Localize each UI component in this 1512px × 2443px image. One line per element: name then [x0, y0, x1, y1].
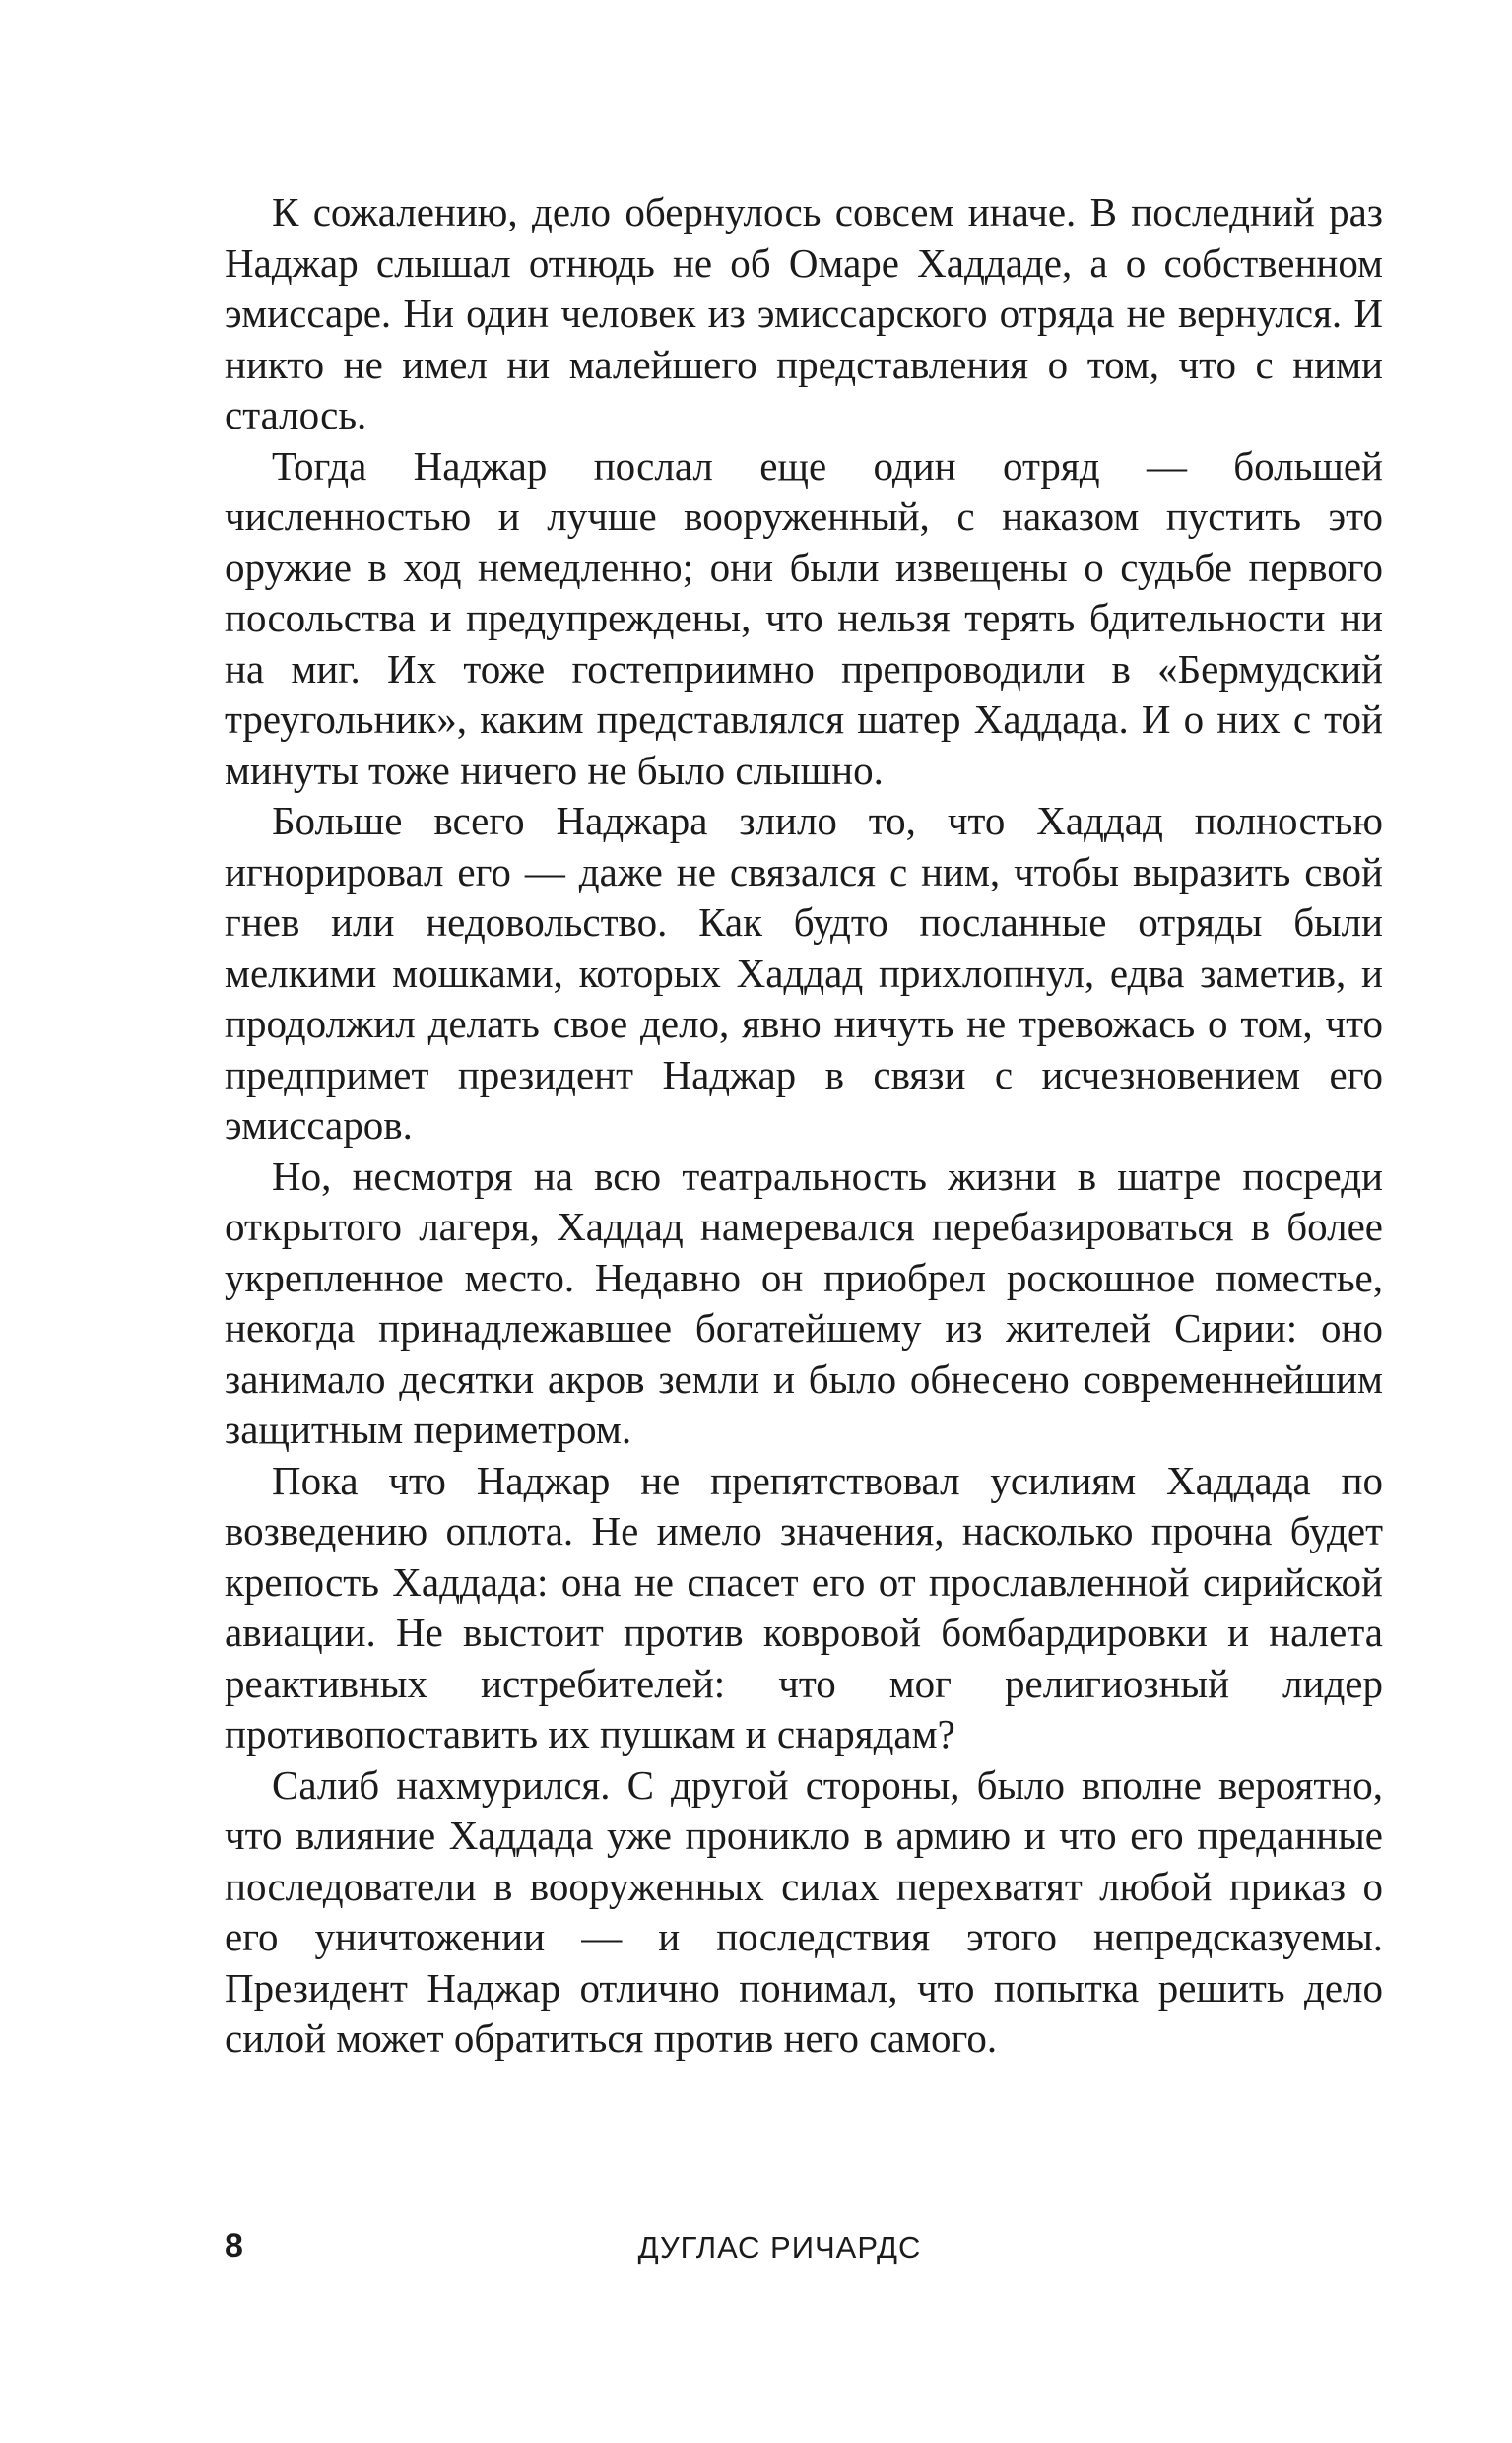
running-head-author: ДУГЛАС РИЧАРДС — [637, 2230, 922, 2265]
page-number: 8 — [225, 2227, 243, 2265]
paragraph-3: Больше всего Наджара злило то, что Хаддад полностью игнорировал его — даже не связался с ним, чтобы выразить свой гнев или недовольство. Как будто посланные отряды были мелкими мошками, которых Хаддад прихлопнул, едва заметив, и продолжил делать свое дело, явно ничуть не тревожась о том, что предпримет президент Наджар в связи с исчезновением его эмиссаров. — [225, 798, 1383, 1148]
paragraph-4: Но, несмотря на всю театральность жизни в шатре посреди открытого лагеря, Хаддад намеревался перебазироваться в более укрепленное место. Недавно он приобрел роскошное поместье, некогда принадлежавшее богатейшему из жителей Сирии: оно занимало десятки акров земли и было обнесено современнейшим защитным периметром. — [225, 1153, 1383, 1452]
paragraph-2: Тогда Наджар послал еще один отряд — большей численностью и лучше вооруженный, с наказом пустить это оружие в ход немедленно; они были извещены о судьбе первого посольства и предупреждены, что нельзя терять бдительности ни на миг. Их тоже гостеприимно препроводили в «Бермудский треугольник», каким представлялся шатер Хаддада. И о них с той минуты тоже ничего не было слышно. — [225, 442, 1383, 793]
paragraph-6: Салиб нахмурился. С другой стороны, было вполне вероятно, что влияние Хаддада уже проникло в армию и что его преданные последователи в вооруженных силах перехватят любой приказ о его уничтожении — и последствия этого непредсказуемы. Президент Наджар отлично понимал, что попытка решить дело силой может обратиться против него самого. — [225, 1761, 1383, 2061]
page-footer — [0, 2226, 1512, 2276]
paragraph-5: Пока что Наджар не препятствовал усилиям Хаддада по возведению оплота. Не имело значения, насколько прочна будет крепость Хаддада: она не спасет его от прославленной сирийской авиации. Не выстоит против ковровой бомбардировки и налета реактивных истребителей: что мог религиозный лидер противопоставить их пушкам и снарядам? — [225, 1457, 1383, 1756]
paragraph-1: К сожалению, дело обернулось совсем иначе. В последний раз Наджар слышал отнюдь не об Омаре Хаддаде, а о собственном эмиссаре. Ни один человек из эмиссарского отряда не вернулся. И никто не имел ни малейшего представления о том, что с ними сталось. — [225, 189, 1383, 437]
body-text — [225, 187, 1383, 2065]
